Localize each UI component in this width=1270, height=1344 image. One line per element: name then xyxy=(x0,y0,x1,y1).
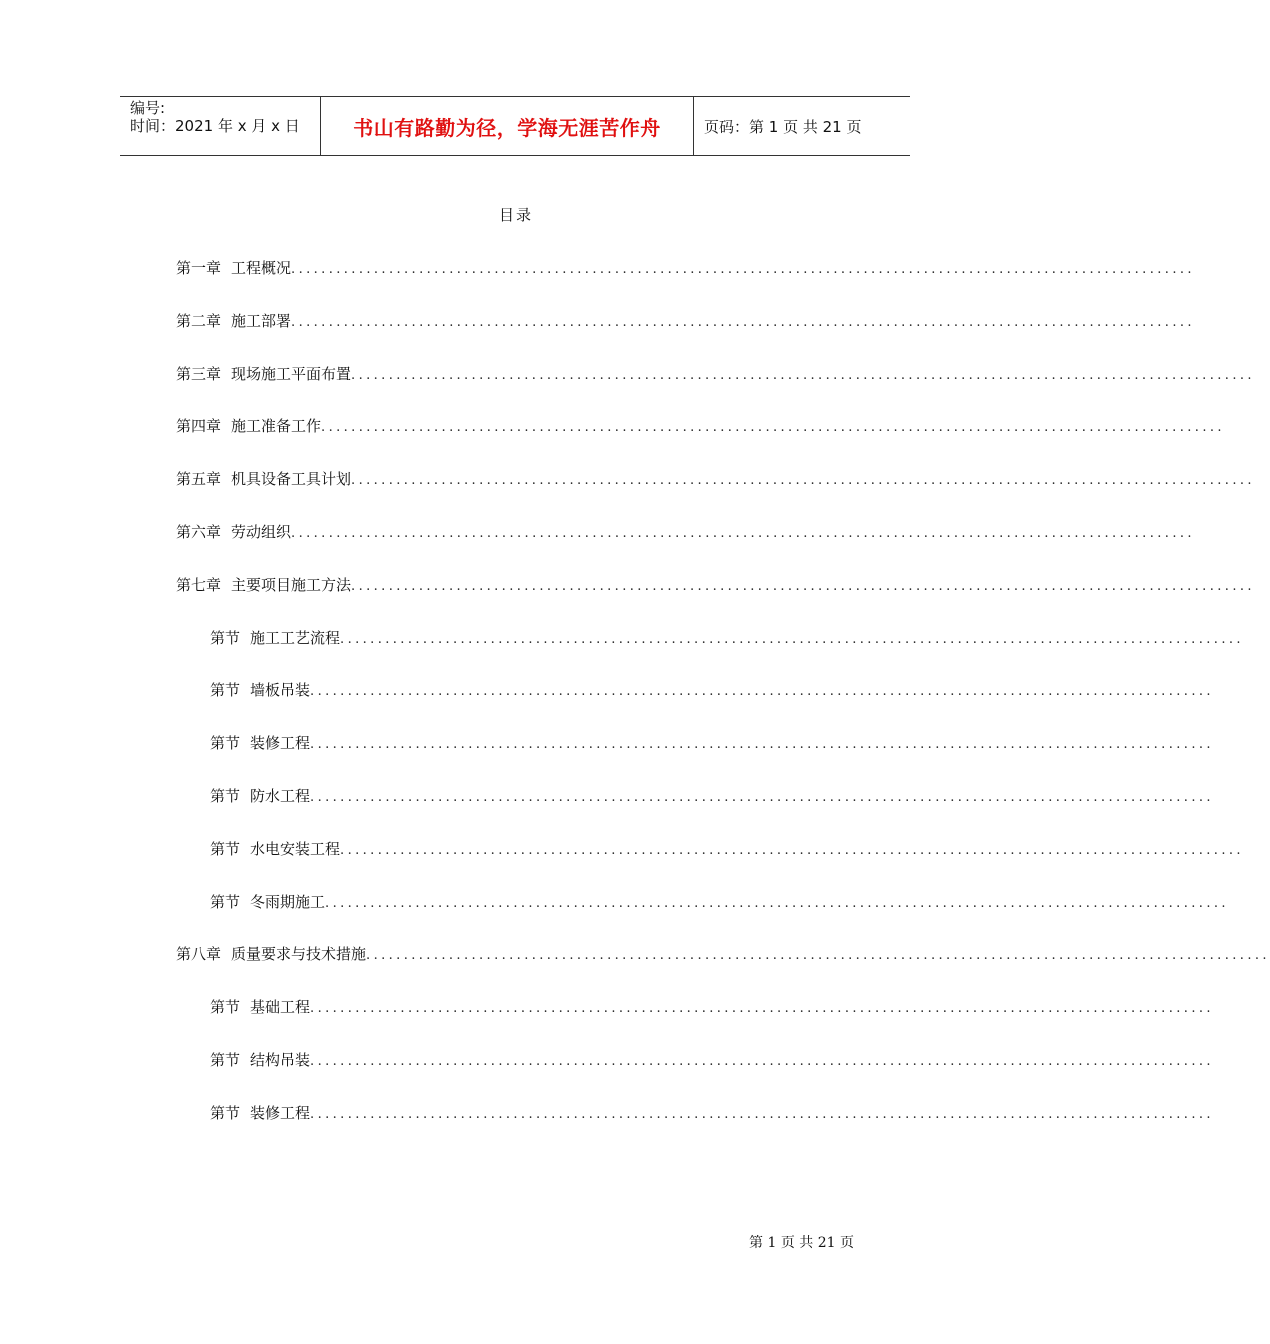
toc-section-entry[interactable] xyxy=(176,732,1214,785)
toc-entry-number: 第节 xyxy=(210,628,241,647)
toc-dot-leader: ........................................................................................................................ xyxy=(310,684,1214,700)
toc-chapter-entry[interactable] xyxy=(176,574,1255,627)
toc-chapter-entry[interactable] xyxy=(176,415,1225,468)
toc-entry-number: 第一章 xyxy=(176,259,222,277)
toc-entry-number: 第二章 xyxy=(176,311,222,330)
toc-section-entry[interactable] xyxy=(176,1102,1214,1155)
toc-entry-number: 第节 xyxy=(210,839,241,858)
toc-section-entry[interactable] xyxy=(176,1049,1214,1102)
toc-entry-title: 现场施工平面布置 xyxy=(231,364,352,383)
toc-chapter-entry[interactable] xyxy=(176,468,1255,521)
toc-entry-number: 第三章 xyxy=(176,364,222,383)
toc-chapter-entry[interactable] xyxy=(176,521,1195,574)
toc-entry-title: 施工准备工作 xyxy=(231,417,322,436)
toc-dot-leader: ........................................................................................................................ xyxy=(351,367,1255,383)
toc-chapter-entry[interactable] xyxy=(176,363,1255,416)
toc-section-entry[interactable] xyxy=(176,838,1244,891)
toc-entry-number: 第八章 xyxy=(176,945,222,964)
header-page-info: 页码：第 1 页 共 21 页 xyxy=(704,117,862,136)
document-header xyxy=(120,96,910,156)
toc-entry-number: 第节 xyxy=(210,734,241,753)
toc-section-entry[interactable] xyxy=(176,627,1244,680)
toc-chapter-entry[interactable] xyxy=(176,310,1195,363)
toc-chapter-entry[interactable] xyxy=(176,943,1270,996)
toc-section-entry[interactable] xyxy=(176,891,1229,944)
toc-section-entry[interactable] xyxy=(176,996,1214,1049)
toc-dot-leader: ........................................................................................................................ xyxy=(310,789,1214,805)
toc-entry-title: 基础工程 xyxy=(250,998,311,1017)
toc-entry-title: 施工部署 xyxy=(231,311,292,330)
toc-dot-leader: ........................................................................................................................ xyxy=(291,262,1195,277)
toc-entry-number: 第节 xyxy=(210,892,241,911)
toc-dot-leader: ........................................................................................................................ xyxy=(340,631,1244,647)
toc-entry-number: 第节 xyxy=(210,998,241,1017)
toc-section-entry[interactable] xyxy=(176,679,1214,732)
toc-chapter-entry[interactable] xyxy=(176,257,1195,310)
toc-entry-title: 工程概况 xyxy=(231,259,292,277)
toc-dot-leader: ........................................................................................................................ xyxy=(351,578,1255,594)
toc-entry-number: 第四章 xyxy=(176,417,222,436)
toc-dot-leader: ........................................................................................................................ xyxy=(321,420,1225,436)
toc-entry-number: 第节 xyxy=(210,786,241,805)
table-of-contents xyxy=(176,257,1270,1155)
toc-dot-leader: ........................................................................................................................ xyxy=(291,314,1195,330)
toc-entry-title: 装修工程 xyxy=(250,1103,311,1122)
toc-dot-leader: ........................................................................................................................ xyxy=(310,737,1214,753)
toc-entry-title: 水电安装工程 xyxy=(250,839,341,858)
toc-title: 目录 xyxy=(498,206,533,224)
toc-entry-number: 第七章 xyxy=(176,575,222,594)
header-motto: 书山有路勤为径，学海无涯苦作舟 xyxy=(353,115,661,140)
toc-entry-number: 第六章 xyxy=(176,522,222,541)
toc-entry-title: 防水工程 xyxy=(250,786,311,805)
toc-dot-leader: ........................................................................................................................ xyxy=(340,842,1244,858)
toc-entry-title: 劳动组织 xyxy=(231,522,292,541)
toc-entry-number: 第节 xyxy=(210,681,241,700)
page-footer: 第 1 页 共 21 页 xyxy=(749,1235,854,1251)
toc-entry-number: 第五章 xyxy=(176,470,222,489)
toc-entry-number: 第节 xyxy=(210,1050,241,1069)
toc-dot-leader: ........................................................................................................................ xyxy=(310,1106,1214,1122)
toc-dot-leader: ........................................................................................................................ xyxy=(291,525,1195,541)
toc-entry-title: 冬雨期施工 xyxy=(250,892,326,911)
toc-dot-leader: ........................................................................................................................ xyxy=(325,895,1229,911)
toc-entry-title: 机具设备工具计划 xyxy=(231,470,352,489)
toc-dot-leader: ........................................................................................................................ xyxy=(366,948,1270,964)
toc-entry-title: 墙板吊装 xyxy=(250,681,311,700)
document-time-label: 时间：2021 年 x 月 x 日 xyxy=(130,117,300,135)
toc-entry-number: 第节 xyxy=(210,1103,241,1122)
header-meta-cell xyxy=(120,97,321,155)
toc-entry-title: 结构吊装 xyxy=(250,1050,311,1069)
toc-entry-title: 施工工艺流程 xyxy=(250,628,341,647)
toc-entry-title: 装修工程 xyxy=(250,734,311,753)
toc-dot-leader: ........................................................................................................................ xyxy=(351,473,1255,489)
header-page-cell xyxy=(694,97,910,155)
toc-entry-title: 主要项目施工方法 xyxy=(231,575,352,594)
header-motto-cell xyxy=(321,97,694,155)
toc-section-entry[interactable] xyxy=(176,785,1214,838)
toc-entry-title: 质量要求与技术措施 xyxy=(231,945,367,964)
document-number-label: 编号: xyxy=(130,99,166,117)
toc-dot-leader: ........................................................................................................................ xyxy=(310,1001,1214,1017)
toc-dot-leader: ........................................................................................................................ xyxy=(310,1053,1214,1069)
